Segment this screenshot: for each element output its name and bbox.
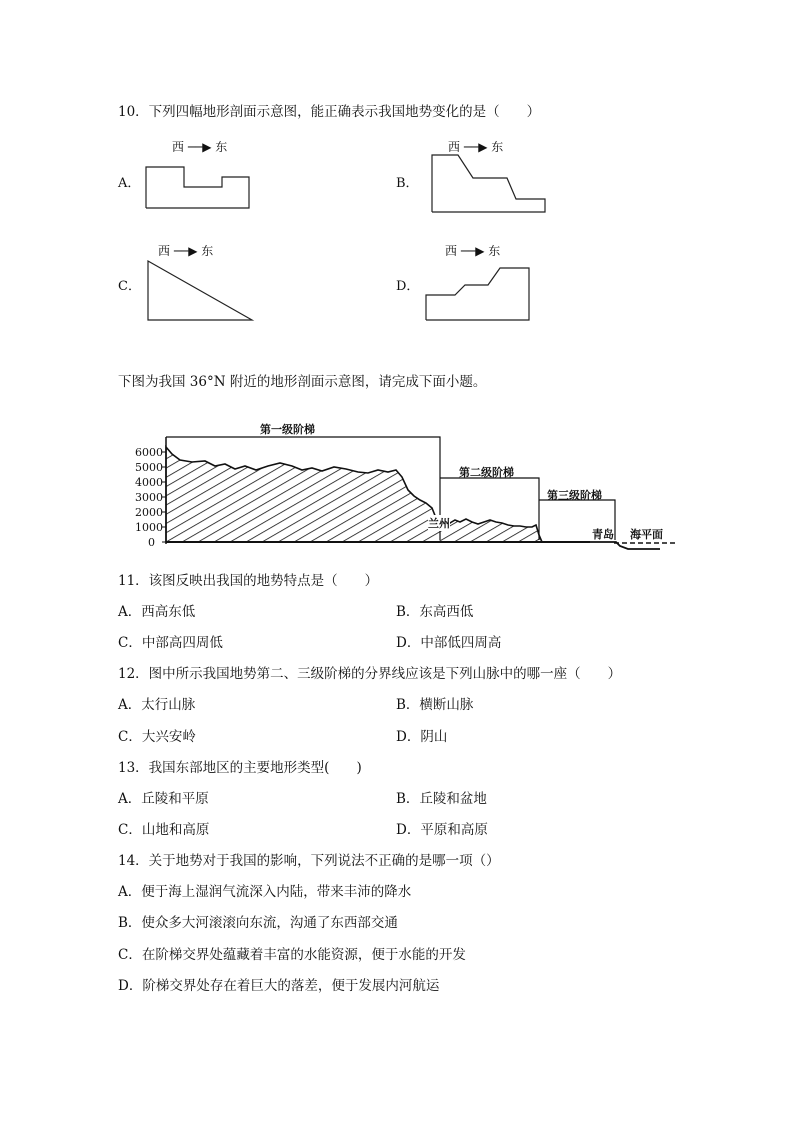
step1-label: 第一级阶梯: [260, 423, 315, 436]
y-tick-6000: 6000: [135, 446, 163, 459]
q11-option-d[interactable]: D．中部低四周高: [396, 635, 502, 651]
q10-option-a-direction: 西 ──▶ 东: [172, 140, 228, 154]
q10-question: 10．下列四幅地形剖面示意图，能正确表示我国地势变化的是（ ）: [118, 104, 541, 120]
y-tick-5000: 5000: [135, 461, 163, 474]
q14-option-b[interactable]: B．使众多大河滚滚向东流，沟通了东西部交通: [118, 915, 398, 931]
q11-option-a[interactable]: A．西高东低: [118, 604, 196, 620]
y-tick-0: 0: [148, 536, 155, 549]
q13-option-a[interactable]: A．丘陵和平原: [118, 791, 209, 807]
y-tick-3000: 3000: [135, 491, 163, 504]
q14-option-a[interactable]: A．便于海上湿润气流深入内陆，带来丰沛的降水: [118, 884, 412, 900]
q13-question: 13．我国东部地区的主要地形类型( ): [118, 760, 362, 776]
y-tick-4000: 4000: [135, 476, 163, 489]
q12-option-d[interactable]: D．阴山: [396, 729, 448, 745]
lanzhou-label: 兰州: [428, 517, 450, 530]
terrain-area: [166, 447, 542, 542]
q10-option-c-letter: C．: [118, 279, 141, 294]
q14-option-c[interactable]: C．在阶梯交界处蕴藏着丰富的水能资源，便于水能的开发: [118, 947, 466, 963]
y-tick-1000: 1000: [135, 521, 163, 534]
y-tick-2000: 2000: [135, 506, 163, 519]
step3-label: 第三级阶梯: [547, 489, 602, 502]
q10-option-d-letter: D．: [396, 279, 420, 294]
sea-level-label: 海平面: [630, 528, 663, 541]
q13-option-b[interactable]: B．丘陵和盆地: [396, 791, 487, 807]
q10-option-a-letter: A．: [118, 176, 141, 191]
q14-option-d[interactable]: D．阶梯交界处存在着巨大的落差，便于发展内河航运: [118, 978, 440, 994]
step2-label: 第二级阶梯: [459, 466, 514, 479]
q11-option-c[interactable]: C．中部高四周低: [118, 635, 223, 651]
q12-option-b[interactable]: B．横断山脉: [396, 697, 474, 713]
q10-option-b-direction: 西 ──▶ 东: [448, 140, 504, 154]
q10-option-c-direction: 西 ──▶ 东: [158, 244, 214, 258]
q10-option-d-direction: 西 ──▶ 东: [445, 244, 501, 258]
qingdao-label: 青岛: [592, 528, 614, 541]
q13-option-d[interactable]: D．平原和高原: [396, 822, 488, 838]
q12-option-a[interactable]: A．太行山脉: [118, 697, 196, 713]
q13-option-c[interactable]: C．山地和高原: [118, 822, 210, 838]
q12-option-c[interactable]: C．大兴安岭: [118, 729, 196, 745]
q10-option-b-letter: B．: [396, 176, 419, 191]
q11-option-b[interactable]: B．东高西低: [396, 604, 474, 620]
q12-question: 12．图中所示我国地势第二、三级阶梯的分界线应该是下列山脉中的哪一座（ ）: [118, 666, 622, 682]
intro-text: 下图为我国 36°N 附近的地形剖面示意图，请完成下面小题。: [118, 374, 487, 390]
q11-question: 11．该图反映出我国的地势特点是（ ）: [118, 573, 379, 589]
q14-question: 14．关于地势对于我国的影响，下列说法不正确的是哪一项（）: [118, 853, 500, 869]
